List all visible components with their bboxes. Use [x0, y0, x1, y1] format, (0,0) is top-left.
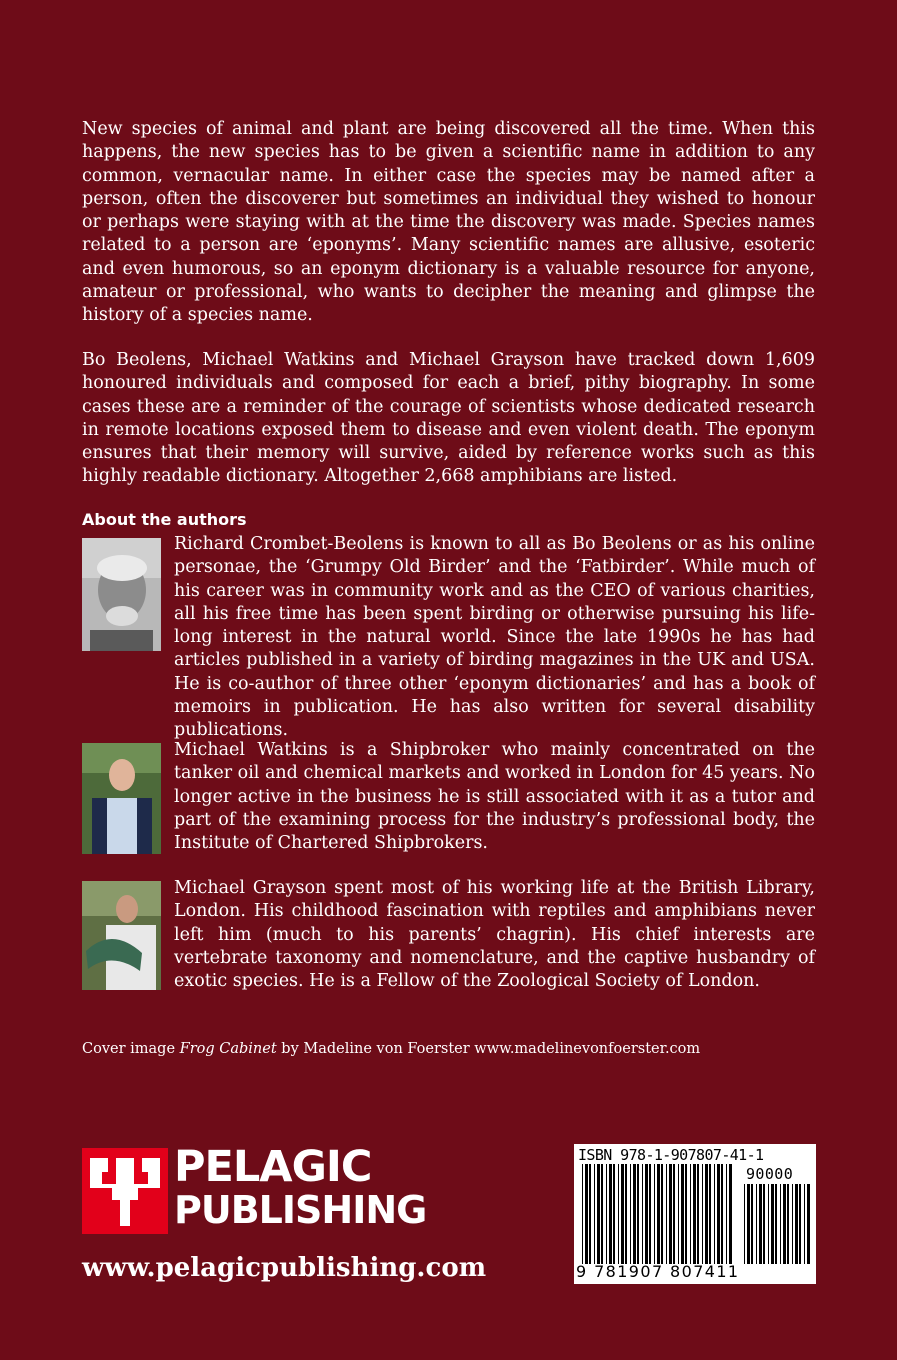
barcode-bar [747, 1184, 750, 1264]
author-photo-1 [82, 538, 161, 651]
barcode-bar [601, 1164, 603, 1264]
cover-image-credit [82, 1041, 700, 1057]
barcode-bar [649, 1164, 651, 1264]
barcode-bar [621, 1164, 624, 1264]
barcode-bar [714, 1164, 715, 1264]
barcode-bar [606, 1164, 607, 1264]
barcode-bar [637, 1164, 639, 1264]
blurb-paragraph-1: New species of animal and plant are being discovered all the time. When this happens, the new species has to be given a scientific name in addition to any common, vernacular name. In either case the species may be named after a person, often the discoverer but sometimes an individual they wished to honour or perhaps were staying with at the time the discovery was made. Species names related to a person are ‘eponyms’. Many scientific names are allusive, esoteric and even humorous, so an eponym dictionary is a valuable resource for anyone, amateur or professional, who wants to decipher the meaning and glimpse the history of a species name. [82, 119, 815, 326]
credit-prefix: Cover image [82, 1041, 180, 1057]
barcode-bar [609, 1164, 612, 1264]
barcode-bar [787, 1184, 789, 1264]
isbn-label: ISBN 978-1-907807-41-1 [578, 1146, 764, 1164]
barcode-bar [775, 1184, 777, 1264]
barcode-bar [705, 1164, 708, 1264]
publisher-name-line-2: PUBLISHING [174, 1188, 427, 1232]
portrait-image [82, 538, 161, 651]
credit-artwork-title: Frog Cabinet [179, 1041, 277, 1057]
barcode-bar [717, 1164, 720, 1264]
barcode-bar [673, 1164, 675, 1264]
barcode-bar [613, 1164, 615, 1264]
pelagic-logo-icon [82, 1148, 168, 1234]
barcode-bar [645, 1164, 648, 1264]
publisher-website: www.pelagicpublishing.com [82, 1253, 487, 1283]
barcode-bar [780, 1184, 781, 1264]
barcode-bar [759, 1184, 762, 1264]
barcode-bar [744, 1184, 745, 1264]
barcode-bar [630, 1164, 631, 1264]
about-authors-heading: About the authors [82, 510, 247, 529]
portrait-image [82, 743, 161, 854]
barcode-bar [618, 1164, 619, 1264]
barcode-bar [690, 1164, 691, 1264]
barcode-bar [726, 1164, 727, 1264]
barcode-bar [799, 1184, 801, 1264]
barcode-bar [697, 1164, 699, 1264]
barcode-bar [729, 1164, 732, 1264]
barcode-bar [702, 1164, 703, 1264]
author-photo-3 [82, 881, 161, 990]
barcode-bar [633, 1164, 636, 1264]
barcode-bar [654, 1164, 655, 1264]
author-bio-3: Michael Grayson spent most of his working life at the British Library, London. His childhood fascination with reptiles and amphibians never left him (much to his parents’ chagrin). His chief interests are vertebrate taxonomy and nomenclature, and the captive husbandry of exotic species. He is a Fellow of the Zoological Society of London. [174, 878, 815, 992]
barcode-bar [783, 1184, 786, 1264]
author-bio-2: Michael Watkins is a Shipbroker who mainly concentrated on the tanker oil and chemical markets and worked in London for 45 years. No longer active in the business he is still associated with it as a tutor and part of the examining process for the industry’s professional body, the Institute of Chartered Shipbrokers. [174, 740, 815, 854]
portrait-image [82, 881, 161, 990]
barcode-bar [804, 1184, 805, 1264]
barcode-bar [666, 1164, 667, 1264]
barcode-bar [693, 1164, 696, 1264]
barcode-bar [807, 1184, 810, 1264]
author-photo-2 [82, 743, 161, 854]
barcode-addon-bars [744, 1184, 812, 1264]
blurb-paragraph-2: Bo Beolens, Michael Watkins and Michael Grayson have tracked down 1,609 honoured individuals and composed for each a brief, pithy biography. In some cases these are a reminder of the courage of scientists whose dedicated research in remote locations exposed them to disease and even violent death. The eponym ensures that their memory will survive, aided by reference works such as this highly readable dictionary. Altogether 2,668 amphibians are listed. [82, 350, 815, 487]
barcode-bar [768, 1184, 769, 1264]
barcode-bar [597, 1164, 600, 1264]
barcode-bar [582, 1164, 583, 1264]
publisher-name [174, 1142, 427, 1232]
author-bio-1: Richard Crombet-Beolens is known to all as Bo Beolens or as his online personae, the ‘Grumpy Old Birder’ and the ‘Fatbirder’. While much of his career was in community work and as the CEO of various charities, all his free time has been spent birding or otherwise pursuing his life-long interest in the natural world. Since the late 1990s he has had articles published in a variety of birding magazines in the UK and USA. He is co-author of three other ‘eponym dictionaries’ and has a book of memoirs in publication. He has also written for several disability publications. [174, 534, 815, 741]
barcode-bar [763, 1184, 765, 1264]
barcode-bars [582, 1164, 732, 1264]
barcode-bar [795, 1184, 798, 1264]
barcode-bar [642, 1164, 643, 1264]
isbn-barcode [574, 1144, 816, 1284]
barcode-bar [594, 1164, 595, 1264]
price-code: 90000 [746, 1165, 794, 1183]
credit-suffix: by Madeline von Foerster www.madelinevonfoerster.com [276, 1041, 701, 1057]
barcode-bar [792, 1184, 793, 1264]
publisher-name-line-1: PELAGIC [174, 1142, 372, 1192]
barcode-bar [721, 1164, 723, 1264]
barcode-bar [771, 1184, 774, 1264]
barcode-bar [657, 1164, 660, 1264]
barcode-digits: 9 781907 807411 [576, 1262, 740, 1281]
barcode-bar [756, 1184, 757, 1264]
barcode-bar [589, 1164, 591, 1264]
barcode-bar [685, 1164, 687, 1264]
barcode-bar [669, 1164, 672, 1264]
barcode-bar [625, 1164, 627, 1264]
barcode-bar [585, 1164, 588, 1264]
barcode-bar [678, 1164, 679, 1264]
publisher-logo [82, 1142, 427, 1238]
barcode-bar [661, 1164, 663, 1264]
barcode-bar [709, 1164, 711, 1264]
barcode-bar [681, 1164, 684, 1264]
barcode-bar [751, 1184, 753, 1264]
